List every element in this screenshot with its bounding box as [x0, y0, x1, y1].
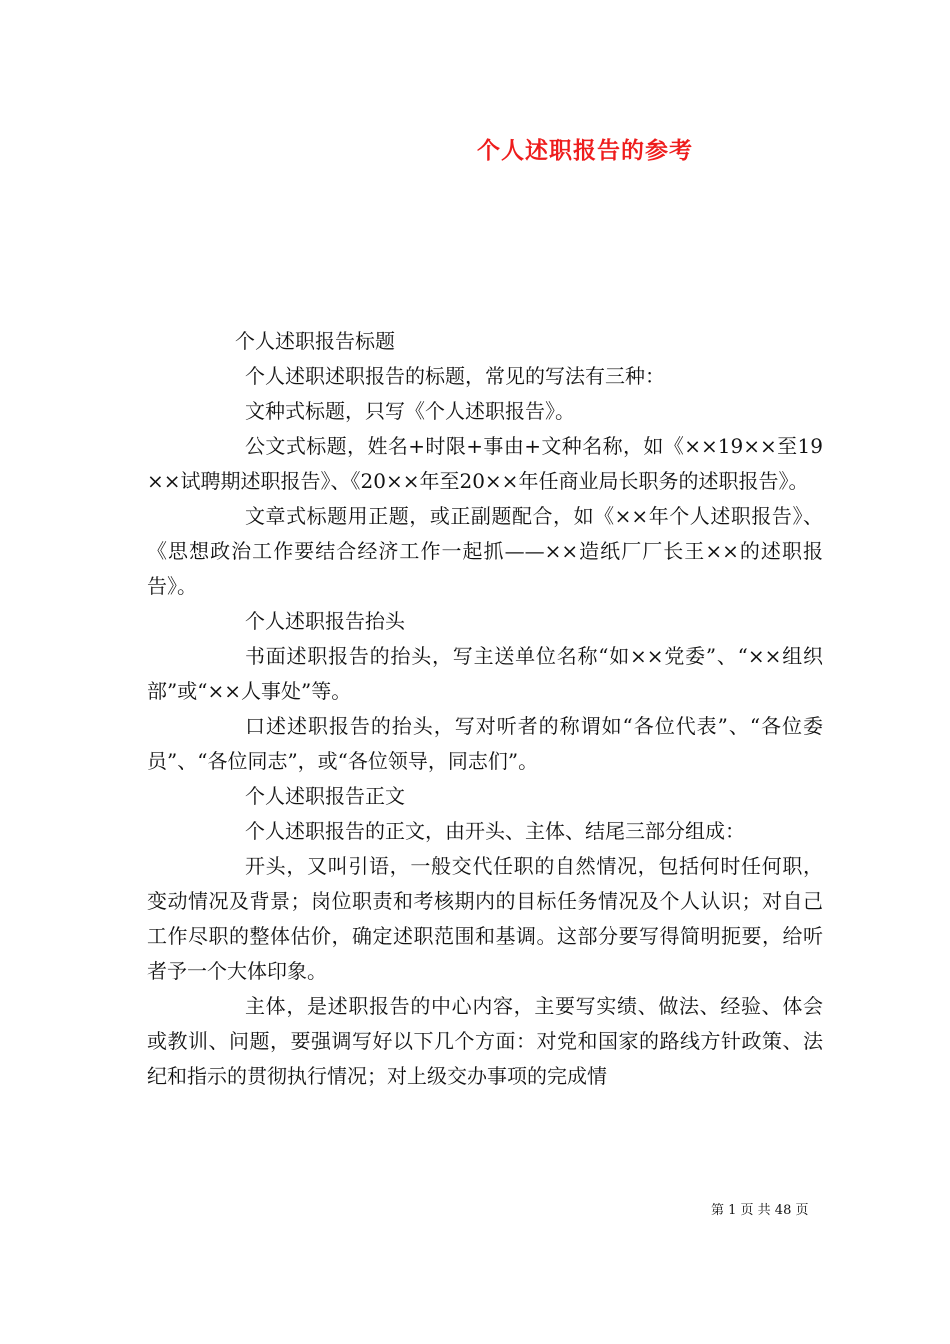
paragraph: 公文式标题，姓名+时限+事由+文种名称，如《××19××至19××试聘期述职报告》、《20××年至20××年任商业局长职务的述职报告》。 [147, 434, 823, 493]
paragraph: 开头，又叫引语，一般交代任职的自然情况，包括何时任何职，变动情况及背景；岗位职责和考核期内的目标任务情况及个人认识；对自己工作尽职的整体估价，确定述职范围和基调。这部分要写得简明扼要，给听者予一个大体印象。 [147, 854, 823, 983]
paragraph: 口述述职报告的抬头，写对听者的称谓如“各位代表”、“各位委员”、“各位同志”，或“各位领导，同志们”。 [147, 714, 823, 773]
paragraph: 文种式标题，只写《个人述职报告》。 [245, 399, 575, 423]
paragraph: 个人述职报告的正文，由开头、主体、结尾三部分组成： [245, 819, 745, 843]
heading-body-section: 个人述职报告正文 [245, 784, 405, 808]
page-title: 个人述职报告的参考 [477, 137, 693, 164]
paragraph: 书面述职报告的抬头，写主送单位名称“如××党委”、“××组织部”或“××人事处”等。 [147, 644, 823, 703]
page-number: 第 1 页 共 48 页 [711, 1203, 809, 1218]
document-body [147, 324, 823, 1094]
paragraph: 主体，是述职报告的中心内容，主要写实绩、做法、经验、体会或教训、问题，要强调写好以下几个方面：对党和国家的路线方针政策、法纪和指示的贯彻执行情况；对上级交办事项的完成情 [147, 994, 823, 1088]
heading-salutation-section: 个人述职报告抬头 [245, 609, 405, 633]
paragraph: 个人述职述职报告的标题，常见的写法有三种： [245, 364, 665, 388]
paragraph: 文章式标题用正题，或正副题配合，如《××年个人述职报告》、《思想政治工作要结合经济工作一起抓——××造纸厂厂长王××的述职报告》。 [147, 504, 823, 598]
heading-title-section: 个人述职报告标题 [235, 329, 395, 353]
